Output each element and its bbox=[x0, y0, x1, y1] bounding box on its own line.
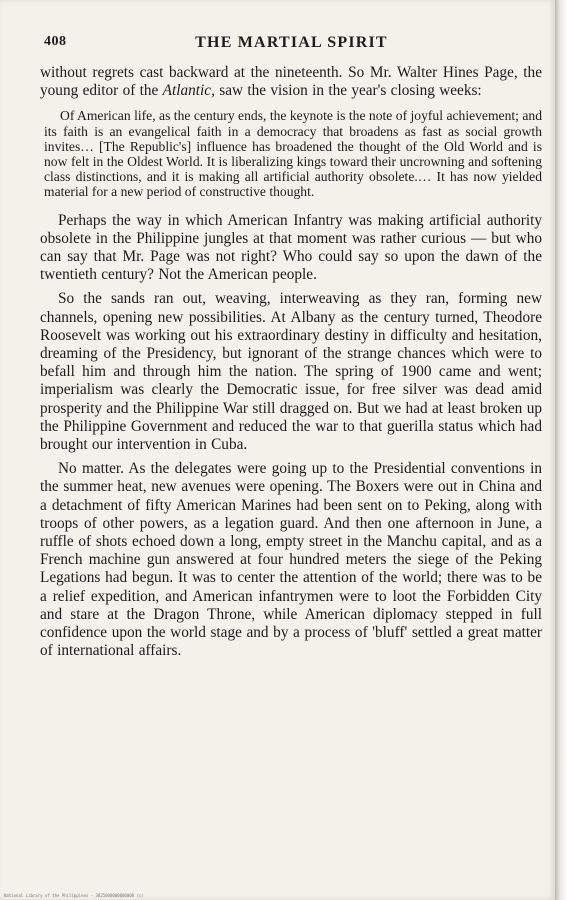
paragraph-1-text-a: without regrets cast backward at the nineteenth. So Mr. Walter Hines Page, the young editor of the bbox=[40, 64, 542, 100]
paragraph-2: Perhaps the way in which American Infantry was making artificial authority obsolete in the Philippine jungles at that moment was rather curious — but who can say that Mr. Page was not right? Who could say so upon the dawn of the twentieth century? Not the American people. bbox=[40, 211, 542, 284]
magazine-title: Atlantic, bbox=[162, 82, 215, 100]
body-text bbox=[40, 64, 542, 661]
paragraph-1-text-b: saw the vision in the year's closing weeks: bbox=[214, 82, 482, 100]
page-edge-shadow bbox=[555, 0, 567, 900]
paragraph-1 bbox=[40, 64, 542, 100]
running-head: THE MARTIAL SPIRIT bbox=[195, 34, 388, 51]
paragraph-3: So the sands ran out, weaving, interweaving as they ran, forming new channels, opening new possibilities. At Albany as the century turned, Theodore Roosevelt was working out his extraordinary destiny in difficulty and hesitation, dreaming of the Presidency, but ignorant of the strange chances which were to befall him and through him the nation. The spring of 1900 came and went; imperialism was clearly the Democratic issue, for free silver was dead amid prosperity and the Philippine War still dragged on. But we had at least broken up the Philippine Government and reduced the war to that guerilla status which had brought our intervention in Cuba. bbox=[40, 290, 542, 454]
paragraph-4: No matter. As the delegates were going up to the Presidential conventions in the summer heat, new avenues were opening. The Boxers were out in China and a detachment of fifty American Marines had been sent on to Peking, along with troops of other powers, as a legation guard. And then one afternoon in June, a ruffle of shots echoed down a long, empty street in the Manchu capital, and as a French machine gun answered at four hundred meters the siege of the Peking Legations had begun. It was to center the attention of the world; there was to be a relief expedition, and American infantrymen were to loot the Forbidden City and stare at the Dragon Throne, while American diplomacy stepped in full confidence upon the world stage and by a process of 'bluff' settled a great matter of international affairs. bbox=[40, 460, 542, 660]
page-header bbox=[44, 34, 539, 56]
page-number: 408 bbox=[44, 34, 67, 49]
block-quote: Of American life, as the century ends, the keynote is the note of joyful achievement; and its faith is an evangelical faith in a democracy that broadens as fast as social growth invites… [The Republic's] influence has broadened the thought of the Old World and is now felt in the Oldest World. It is liberalizing kings toward their uncrowning and softening class distinctions, and it is making all artificial authority obsolete.… It has now yielded material for a new period of constructive thought. bbox=[44, 108, 542, 200]
scan-watermark: National Library of the Philippines · 3025000000000000 (c) bbox=[4, 893, 144, 898]
